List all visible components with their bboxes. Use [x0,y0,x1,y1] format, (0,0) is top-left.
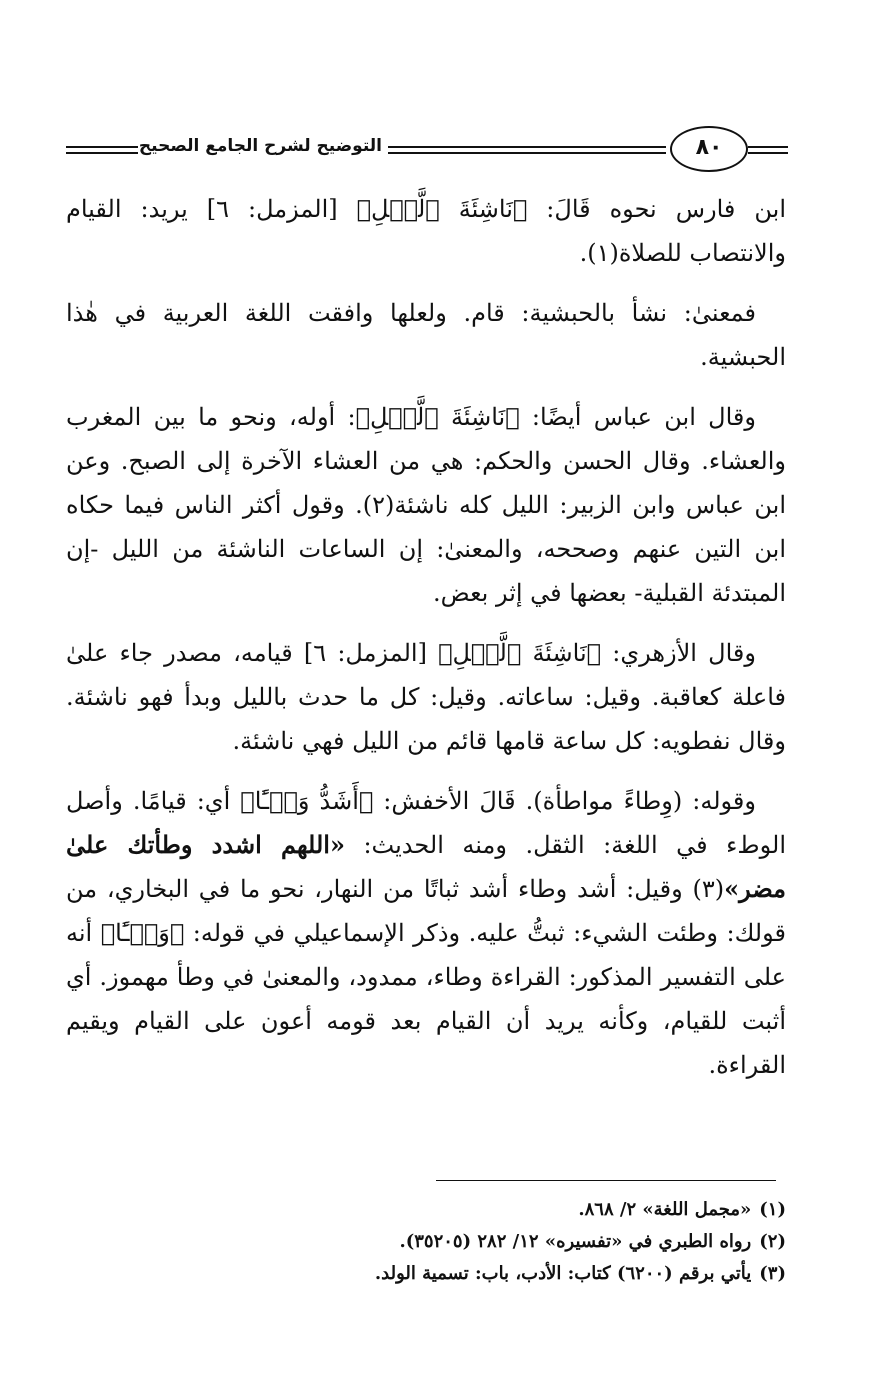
running-header [58,124,790,180]
footnote-separator [436,1180,776,1181]
page-number: ٨٠ [670,126,748,172]
footnote-3 [66,1258,786,1290]
footnote-number: (٢) [759,1231,786,1252]
footnote-text: رواه الطبري في «تفسيره» ١٢/ ٢٨٢ (٣٥٢٠٥). [399,1231,752,1252]
header-title: التوضيح لشرح الجامع الصحيح [138,136,382,156]
header-rule-tail [748,146,788,154]
paragraph-5 [66,779,786,1087]
header-rule-right [388,146,666,154]
footnote-number: (١) [759,1199,786,1220]
body-text [66,187,786,1103]
footnotes [66,1194,786,1290]
header-rule-left [66,146,138,154]
footnote-text: يأتي برقم (٦٢٠٠) كتاب: الأدب، باب: تسمية الولد. [374,1263,752,1284]
paragraph-4: وقال الأزهري: ﴿نَاشِئَةَ ٱلَّيۡلِ﴾ [المزمل: ٦] قيامه، مصدر جاء علىٰ فاعلة كعاقبة. وقيل: ساعاته. وقيل: كل ما حدث بالليل وبدأ فهو ناشئة. وقال نفطويه: كل ساعة قامها قائم من الليل فهي ناشئة. [66,639,786,755]
footnote-number: (٣) [759,1263,786,1284]
paragraph-3: وقال ابن عباس أيضًا: ﴿نَاشِئَةَ ٱلَّيۡلِ﴾: أوله، ونحو ما بين المغرب والعشاء. وقال الحسن والحكم: هي من العشاء الآخرة إلى الصبح. وعن ابن عباس وابن الزبير: الليل كله ناشئة(٢). وقول أكثر الناس فيما حكاه ابن التين عنهم وصححه، والمعنىٰ: إن الساعات الناشئة من الليل -إن المبتدئة القبلية- بعضها في إثر بعض. [66,403,786,607]
paragraph-1: ابن فارس نحوه قَالَ: ﴿نَاشِئَةَ ٱلَّيۡلِ﴾ [المزمل: ٦] يريد: القيام والانتصاب للصلاة(١). [66,195,786,267]
paragraph-5-part-1: وقوله: (وِطاءً مواطأة). قَالَ الأخفش: ﴿أَشَدُّ وَطۡـًٔا﴾ أي: قيامًا. وأصل الوطء في اللغة: الثقل. ومنه الحديث: [66,787,786,859]
hadith-quote: «اللهم اشدد وطأتك علىٰ مضر» [66,830,786,903]
footnote-text: «مجمل اللغة» ٢/ ٨٦٨. [578,1199,752,1220]
footnote-2 [66,1226,786,1258]
paragraph-5-part-2: (٣) وقيل: أشد وطاء أشد ثباتًا من النهار، نحو ما في البخاري، من قولك: وطئت الشيء: ثبتُّ عليه. وذكر الإسماعيلي في قوله: ﴿وَطۡـًٔا﴾ أنه على التفسير المذكور: القراءة وطاء، ممدود، والمعنىٰ في وطأ مهموز. أي أثبت للقيام، وكأنه يريد أن القيام بعد قومه أعون على القيام ويقيم القراءة. [66,875,786,1079]
footnote-1 [66,1194,786,1226]
paragraph-2: فمعنىٰ: نشأ بالحبشية: قام. ولعلها وافقت اللغة العربية في هٰذا الحبشية. [66,299,786,371]
